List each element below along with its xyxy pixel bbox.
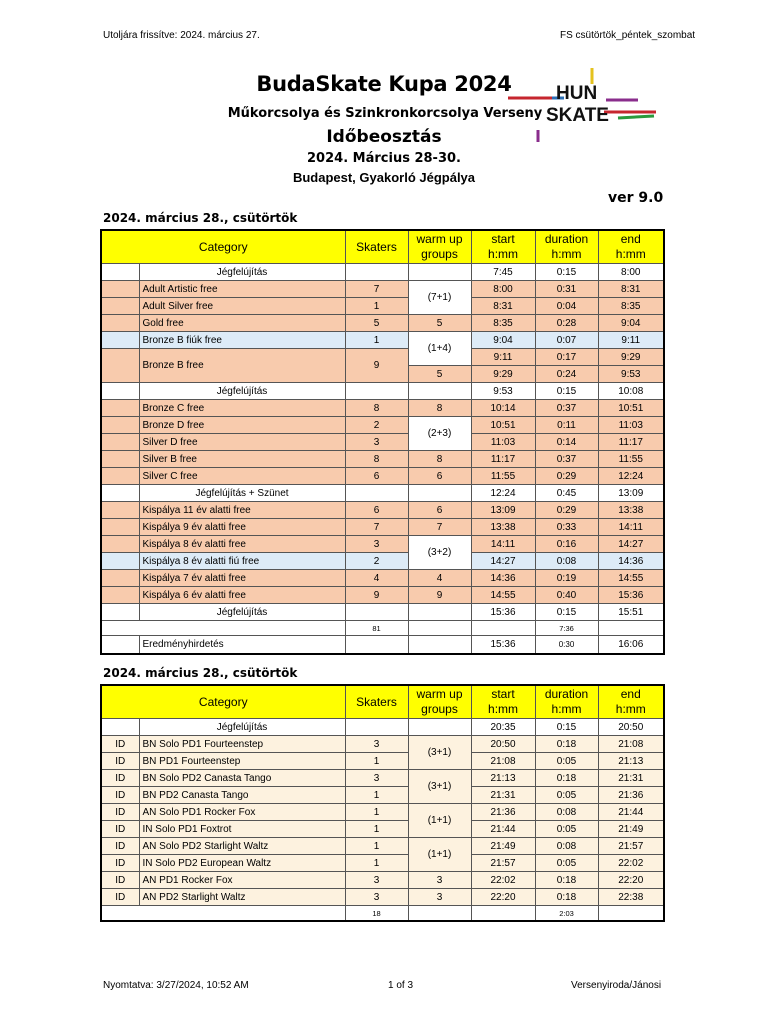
table-row	[101, 821, 664, 838]
row-id-cell: ID	[101, 889, 139, 906]
row-duration: 0:19	[535, 570, 598, 587]
col-category-header: Category	[101, 230, 345, 264]
schedule-body-1	[101, 264, 664, 655]
version-label: ver 9.0	[608, 190, 664, 206]
row-spacer-cell	[101, 587, 139, 604]
row-end-time: 22:20	[598, 872, 664, 889]
row-duration: 0:28	[535, 315, 598, 332]
row-duration: 0:31	[535, 281, 598, 298]
result-duration: 0:30	[535, 636, 598, 655]
row-spacer-cell	[101, 349, 139, 383]
row-spacer-cell	[101, 315, 139, 332]
row-category: Kispálya 7 év alatti free	[139, 570, 345, 587]
row-spacer-cell	[101, 468, 139, 485]
row-spacer-cell	[101, 502, 139, 519]
row-id-cell	[101, 719, 139, 736]
row-duration: 0:05	[535, 855, 598, 872]
event-dates: 2024. Március 28-30.	[307, 151, 461, 166]
row-end-time: 14:27	[598, 536, 664, 553]
row-end-time: 20:50	[598, 719, 664, 736]
row-start-time: 10:14	[471, 400, 535, 417]
table-row	[101, 872, 664, 889]
row-warmup-group: 3	[408, 889, 471, 906]
row-spacer-cell	[101, 298, 139, 315]
row-duration: 0:07	[535, 332, 598, 349]
row-warmup-group: 7	[408, 519, 471, 536]
row-skaters: 1	[345, 855, 408, 872]
col-end-header: end h:mm	[598, 685, 664, 719]
total-end-cell	[598, 906, 664, 922]
row-warmup-group	[408, 383, 471, 400]
col-duration-header: duration h:mm	[535, 230, 598, 264]
row-warmup-group	[408, 485, 471, 502]
row-end-time: 21:49	[598, 821, 664, 838]
row-skaters: 3	[345, 872, 408, 889]
row-duration: 0:29	[535, 502, 598, 519]
row-category: Jégfelújítás + Szünet	[139, 485, 345, 502]
results-row	[101, 636, 664, 655]
row-skaters	[345, 264, 408, 281]
row-warmup-group: (2+3)	[408, 417, 471, 451]
row-duration: 0:08	[535, 804, 598, 821]
row-category: Kispálya 9 év alatti free	[139, 519, 345, 536]
row-end-time: 9:11	[598, 332, 664, 349]
table-row	[101, 264, 664, 281]
printed-date-text: Nyomtatva: 3/27/2024, 10:52 AM	[103, 980, 249, 991]
row-warmup-group: (3+2)	[408, 536, 471, 570]
row-id-cell: ID	[101, 838, 139, 855]
row-spacer-cell	[101, 417, 139, 434]
row-start-time: 9:11	[471, 349, 535, 366]
logo-text-skate: SKATE	[546, 105, 609, 126]
table-row	[101, 400, 664, 417]
row-end-time: 14:11	[598, 519, 664, 536]
row-warmup-group	[408, 719, 471, 736]
col-skaters-header: Skaters	[345, 685, 408, 719]
total-spacer-cell	[101, 906, 345, 922]
row-duration: 0:18	[535, 736, 598, 753]
row-duration: 0:08	[535, 838, 598, 855]
row-duration: 0:18	[535, 872, 598, 889]
col-warmup-header: warm up groups	[408, 685, 471, 719]
col-warmup-header: warm up groups	[408, 230, 471, 264]
row-skaters: 1	[345, 332, 408, 349]
row-skaters: 5	[345, 315, 408, 332]
row-skaters: 7	[345, 281, 408, 298]
row-category: Kispálya 11 év alatti free	[139, 502, 345, 519]
section2-date: 2024. március 28., csütörtök	[103, 666, 298, 680]
row-category: Gold free	[139, 315, 345, 332]
row-duration: 0:18	[535, 770, 598, 787]
row-skaters: 6	[345, 502, 408, 519]
schedule-table-1	[100, 229, 665, 655]
row-start-time: 22:20	[471, 889, 535, 906]
row-end-time: 21:31	[598, 770, 664, 787]
row-warmup-group: 5	[408, 315, 471, 332]
row-id-cell: ID	[101, 787, 139, 804]
row-category: Kispálya 6 év alatti free	[139, 587, 345, 604]
row-duration: 0:37	[535, 451, 598, 468]
row-skaters	[345, 604, 408, 621]
table-row	[101, 281, 664, 298]
row-start-time: 21:44	[471, 821, 535, 838]
row-duration: 0:29	[535, 468, 598, 485]
row-category: Jégfelújítás	[139, 383, 345, 400]
row-skaters	[345, 383, 408, 400]
row-end-time: 21:44	[598, 804, 664, 821]
row-start-time: 21:13	[471, 770, 535, 787]
result-warmup-cell	[408, 636, 471, 655]
row-warmup-group: 8	[408, 400, 471, 417]
row-category: AN Solo PD2 Starlight Waltz	[139, 838, 345, 855]
table-row	[101, 332, 664, 349]
office-text: Versenyiroda/Jánosi	[571, 980, 662, 991]
row-duration: 0:15	[535, 264, 598, 281]
row-spacer-cell	[101, 451, 139, 468]
row-end-time: 15:51	[598, 604, 664, 621]
table-row	[101, 719, 664, 736]
row-start-time: 8:00	[471, 281, 535, 298]
col-skaters-header: Skaters	[345, 230, 408, 264]
row-end-time: 10:08	[598, 383, 664, 400]
row-id-cell: ID	[101, 770, 139, 787]
row-warmup-group: 6	[408, 468, 471, 485]
row-start-time: 14:27	[471, 553, 535, 570]
col-duration-header: duration h:mm	[535, 685, 598, 719]
total-start-cell	[471, 621, 535, 636]
table-row	[101, 804, 664, 821]
row-duration: 0:15	[535, 383, 598, 400]
row-category: BN Solo PD2 Canasta Tango	[139, 770, 345, 787]
row-skaters	[345, 485, 408, 502]
row-warmup-group: 4	[408, 570, 471, 587]
row-warmup-group: (7+1)	[408, 281, 471, 315]
row-category: BN PD2 Canasta Tango	[139, 787, 345, 804]
row-skaters: 9	[345, 349, 408, 383]
table-row	[101, 519, 664, 536]
row-category: IN Solo PD2 European Waltz	[139, 855, 345, 872]
col-category-header: Category	[101, 685, 345, 719]
row-end-time: 9:53	[598, 366, 664, 383]
total-skaters: 18	[345, 906, 408, 922]
row-id-cell: ID	[101, 736, 139, 753]
row-skaters: 1	[345, 838, 408, 855]
row-warmup-group: (1+1)	[408, 838, 471, 872]
total-duration: 7:36	[535, 621, 598, 636]
table-row	[101, 736, 664, 753]
table-row	[101, 468, 664, 485]
total-warmup-cell	[408, 621, 471, 636]
row-end-time: 14:55	[598, 570, 664, 587]
table-row	[101, 315, 664, 332]
section1-date: 2024. március 28., csütörtök	[103, 211, 298, 225]
row-duration: 0:40	[535, 587, 598, 604]
table-row	[101, 298, 664, 315]
event-subtitle: Műkorcsolya és Szinkronkorcsolya Verseny	[227, 106, 543, 121]
row-id-cell: ID	[101, 753, 139, 770]
total-start-cell	[471, 906, 535, 922]
row-skaters	[345, 719, 408, 736]
row-start-time: 11:55	[471, 468, 535, 485]
row-category: Jégfelújítás	[139, 604, 345, 621]
row-skaters: 1	[345, 787, 408, 804]
row-skaters: 3	[345, 434, 408, 451]
row-end-time: 13:09	[598, 485, 664, 502]
row-duration: 0:05	[535, 821, 598, 838]
row-end-time: 21:13	[598, 753, 664, 770]
row-spacer-cell	[101, 434, 139, 451]
row-duration: 0:05	[535, 787, 598, 804]
result-skaters-cell	[345, 636, 408, 655]
row-end-time: 11:55	[598, 451, 664, 468]
row-category: Bronze B free	[139, 349, 345, 383]
row-end-time: 12:24	[598, 468, 664, 485]
row-warmup-group: 3	[408, 872, 471, 889]
row-skaters: 3	[345, 736, 408, 753]
row-start-time: 14:11	[471, 536, 535, 553]
table-row	[101, 536, 664, 553]
row-end-time: 21:57	[598, 838, 664, 855]
row-category: Adult Silver free	[139, 298, 345, 315]
table-row	[101, 434, 664, 451]
last-updated-text: Utoljára frissítve: 2024. március 27.	[103, 30, 260, 41]
total-duration: 2:03	[535, 906, 598, 922]
row-end-time: 8:00	[598, 264, 664, 281]
row-start-time: 21:49	[471, 838, 535, 855]
row-category: Bronze D free	[139, 417, 345, 434]
schedule-heading: Időbeosztás	[326, 127, 442, 147]
totals-row	[101, 621, 664, 636]
row-id-cell: ID	[101, 855, 139, 872]
row-category: Silver B free	[139, 451, 345, 468]
table-row	[101, 855, 664, 872]
row-end-time: 11:03	[598, 417, 664, 434]
row-end-time: 10:51	[598, 400, 664, 417]
row-spacer-cell	[101, 485, 139, 502]
row-skaters: 6	[345, 468, 408, 485]
table-row	[101, 838, 664, 855]
row-id-cell: ID	[101, 821, 139, 838]
row-skaters: 8	[345, 400, 408, 417]
row-category: AN PD1 Rocker Fox	[139, 872, 345, 889]
row-duration: 0:15	[535, 719, 598, 736]
row-start-time: 10:51	[471, 417, 535, 434]
row-start-time: 9:29	[471, 366, 535, 383]
row-start-time: 14:55	[471, 587, 535, 604]
row-warmup-group: (1+4)	[408, 332, 471, 366]
row-start-time: 21:57	[471, 855, 535, 872]
table-row	[101, 753, 664, 770]
row-id-cell: ID	[101, 872, 139, 889]
page-number-text: 1 of 3	[388, 980, 414, 991]
row-warmup-group: 6	[408, 502, 471, 519]
row-start-time: 21:36	[471, 804, 535, 821]
table-row	[101, 451, 664, 468]
row-category: Kispálya 8 év alatti fiú free	[139, 553, 345, 570]
row-skaters: 3	[345, 889, 408, 906]
table-row	[101, 770, 664, 787]
row-category: AN PD2 Starlight Waltz	[139, 889, 345, 906]
row-skaters: 1	[345, 804, 408, 821]
row-spacer-cell	[101, 536, 139, 553]
row-start-time: 9:04	[471, 332, 535, 349]
row-category: Jégfelújítás	[139, 264, 345, 281]
row-skaters: 1	[345, 821, 408, 838]
row-skaters: 1	[345, 753, 408, 770]
row-skaters: 8	[345, 451, 408, 468]
row-duration: 0:24	[535, 366, 598, 383]
row-end-time: 21:08	[598, 736, 664, 753]
row-start-time: 7:45	[471, 264, 535, 281]
row-end-time: 22:02	[598, 855, 664, 872]
row-category: Bronze C free	[139, 400, 345, 417]
row-skaters: 3	[345, 770, 408, 787]
row-skaters: 7	[345, 519, 408, 536]
table-row	[101, 417, 664, 434]
row-start-time: 11:17	[471, 451, 535, 468]
total-warmup-cell	[408, 906, 471, 922]
row-skaters: 3	[345, 536, 408, 553]
table-row	[101, 889, 664, 906]
result-spacer-cell	[101, 636, 139, 655]
row-spacer-cell	[101, 553, 139, 570]
table-row	[101, 570, 664, 587]
row-duration: 0:37	[535, 400, 598, 417]
row-warmup-group: 9	[408, 587, 471, 604]
row-duration: 0:05	[535, 753, 598, 770]
row-category: IN Solo PD1 Foxtrot	[139, 821, 345, 838]
row-spacer-cell	[101, 570, 139, 587]
table-row	[101, 787, 664, 804]
row-duration: 0:15	[535, 604, 598, 621]
sheet-name-text: FS csütörtök_péntek_szombat	[560, 30, 696, 41]
row-duration: 0:08	[535, 553, 598, 570]
table-row	[101, 604, 664, 621]
row-start-time: 13:09	[471, 502, 535, 519]
row-end-time: 22:38	[598, 889, 664, 906]
row-category: BN PD1 Fourteenstep	[139, 753, 345, 770]
hunskate-logo	[508, 66, 660, 146]
row-skaters: 1	[345, 298, 408, 315]
row-start-time: 8:35	[471, 315, 535, 332]
row-category: BN Solo PD1 Fourteenstep	[139, 736, 345, 753]
row-duration: 0:18	[535, 889, 598, 906]
total-skaters: 81	[345, 621, 408, 636]
row-skaters: 2	[345, 417, 408, 434]
row-category: Adult Artistic free	[139, 281, 345, 298]
row-end-time: 8:31	[598, 281, 664, 298]
row-category: AN Solo PD1 Rocker Fox	[139, 804, 345, 821]
row-duration: 0:33	[535, 519, 598, 536]
row-skaters: 2	[345, 553, 408, 570]
event-venue: Budapest, Gyakorló Jégpálya	[292, 170, 476, 185]
row-spacer-cell	[101, 332, 139, 349]
result-category: Eredményhirdetés	[139, 636, 345, 655]
row-end-time: 9:29	[598, 349, 664, 366]
row-start-time: 14:36	[471, 570, 535, 587]
col-start-header: start h:mm	[471, 685, 535, 719]
row-start-time: 8:31	[471, 298, 535, 315]
row-start-time: 12:24	[471, 485, 535, 502]
row-start-time: 20:35	[471, 719, 535, 736]
event-title: BudaSkate Kupa 2024	[256, 72, 512, 96]
row-category: Silver C free	[139, 468, 345, 485]
row-duration: 0:14	[535, 434, 598, 451]
total-spacer-cell	[101, 621, 345, 636]
row-duration: 0:11	[535, 417, 598, 434]
row-duration: 0:17	[535, 349, 598, 366]
row-start-time: 11:03	[471, 434, 535, 451]
row-category: Kispálya 8 év alatti free	[139, 536, 345, 553]
row-warmup-group: (3+1)	[408, 736, 471, 770]
row-end-time: 13:38	[598, 502, 664, 519]
row-category: Jégfelújítás	[139, 719, 345, 736]
row-spacer-cell	[101, 604, 139, 621]
row-end-time: 14:36	[598, 553, 664, 570]
row-category: Bronze B fiúk free	[139, 332, 345, 349]
schedule-body-2	[101, 719, 664, 922]
table-row	[101, 502, 664, 519]
table-row	[101, 587, 664, 604]
col-end-header: end h:mm	[598, 230, 664, 264]
logo-text-hun: HUN	[556, 83, 598, 104]
total-end-cell	[598, 621, 664, 636]
table-row	[101, 553, 664, 570]
row-id-cell: ID	[101, 804, 139, 821]
row-end-time: 21:36	[598, 787, 664, 804]
row-start-time: 20:50	[471, 736, 535, 753]
row-start-time: 21:08	[471, 753, 535, 770]
row-skaters: 9	[345, 587, 408, 604]
schedule-table-2	[100, 684, 665, 922]
result-end-time: 16:06	[598, 636, 664, 655]
row-warmup-group: (1+1)	[408, 804, 471, 838]
table-row	[101, 349, 664, 366]
row-warmup-group	[408, 264, 471, 281]
row-end-time: 15:36	[598, 587, 664, 604]
row-warmup-group: 5	[408, 366, 471, 383]
row-warmup-group: 8	[408, 451, 471, 468]
row-start-time: 15:36	[471, 604, 535, 621]
totals-row	[101, 906, 664, 922]
row-spacer-cell	[101, 400, 139, 417]
row-spacer-cell	[101, 264, 139, 281]
row-end-time: 9:04	[598, 315, 664, 332]
row-end-time: 8:35	[598, 298, 664, 315]
row-warmup-group	[408, 604, 471, 621]
result-start-time: 15:36	[471, 636, 535, 655]
row-start-time: 9:53	[471, 383, 535, 400]
row-spacer-cell	[101, 519, 139, 536]
row-skaters: 4	[345, 570, 408, 587]
row-duration: 0:45	[535, 485, 598, 502]
row-duration: 0:16	[535, 536, 598, 553]
row-start-time: 21:31	[471, 787, 535, 804]
row-duration: 0:04	[535, 298, 598, 315]
row-start-time: 13:38	[471, 519, 535, 536]
table-row	[101, 485, 664, 502]
row-end-time: 11:17	[598, 434, 664, 451]
row-spacer-cell	[101, 281, 139, 298]
row-category: Silver D free	[139, 434, 345, 451]
row-spacer-cell	[101, 383, 139, 400]
row-warmup-group: (3+1)	[408, 770, 471, 804]
col-start-header: start h:mm	[471, 230, 535, 264]
table-row	[101, 383, 664, 400]
row-start-time: 22:02	[471, 872, 535, 889]
